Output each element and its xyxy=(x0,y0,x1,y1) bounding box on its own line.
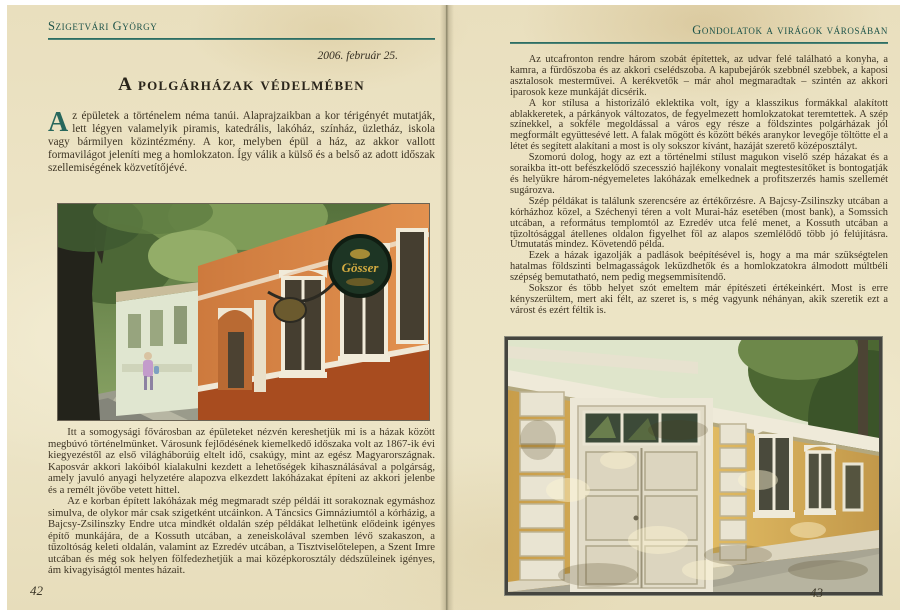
header-rule-right xyxy=(510,42,888,44)
page-number-right: 43 xyxy=(810,585,823,600)
left-page-body xyxy=(48,427,435,577)
dropcap-letter: A xyxy=(48,107,69,138)
paragraph-closing-plea: Sokszor és több helyet szót emeltem már építészeti értékeinkért. Most is erre kényszerültem, mert aki félt, az szeret is, s még vagyunk néhányan, akik szeretik ezt a várost és ezért féltik is. xyxy=(510,283,888,316)
paragraph-intro-text: z épületek a történelem néma tanúi. Alaprajzaikban a kor térigényét mutatják, lett légyen valamelyik piramis, katedrális, lakóház, színház, üzletház, iskola vagy bármilyen közintézmény. A kor, melyben épül a ház, az akkor vallott formavilágot jeleníti meg a homlokzaton. Így válik a külső és a belső az adott időszak szellemiségének közvetítőjévé. xyxy=(48,110,435,174)
street-photo-orange-house xyxy=(57,203,430,421)
facade-photo-illustration xyxy=(508,340,879,592)
page-number-left: 42 xyxy=(30,583,43,598)
page-gutter-line xyxy=(446,5,447,610)
page-gutter-shadow xyxy=(440,5,454,610)
header-rule-left xyxy=(48,38,435,40)
paragraph-kaposvar-history: Itt a somogysági fővárosban az épületeket nézvén kereshetjük mi is a házak között megbúvó történelmünket. Városunk fejlődésének kiemelkedő időszaka volt az 1867-ik évi kiegyezéstől az első világháborúig eltelt idő, csakúgy, mint az egész Magyarországnak. Kaposvár akkori lakóiból kialakulni kezdett a lehetőségek kihasználásával a polgárság, amely javuló anyagi helyzetére alapozva elkezdett lakóházakat építeni az akkori jelenbe és a remélt jövőbe vetett hittel. xyxy=(48,426,435,496)
paragraph-street-examples: Az e korban épített lakóházak még megmaradt szép példái itt sorakoznak egymáshoz simulva, de olykor már csak szigetként utcáinkon. A Táncsics Gimnáziumtól a kórházig, a Bajcsy-Zsilinszky Endre utca mindkét oldalán szép példákat lelhetünk elődeink igényes építő munkájára, de a Kossuth utcában, a zeneiskolával szemben lévő szakaszon, a tűzoltóság keleti oldalán, valamint az Ezredév utcában, a Tisztviselőtelepen, a Szent Imre utcában és még sok helyen fölfedezhetjük a mai középkorosztály dédszüleinek igényes, ám kivagyiságtól mentes házait. xyxy=(48,495,435,576)
gosser-sign xyxy=(330,236,390,296)
street-photo-illustration xyxy=(58,204,429,420)
paragraph-eclectic-style: A kor stílusa a historizáló eklektika volt, így a klasszikus formákkal alakított ablakkeretek, a párkányok változatos, de fegyelmezett homlokzatokat teremtettek. A szép színekkel, a sokféle megoldással a város egy része a földszintes polgárházak jól megformált együttesévé lett. A falak mögött és között békés aranykor levegője töltötte el a létet és segített alakítani a most is oly sokszor kívánt, hazáját szerető középosztályt. xyxy=(510,97,888,153)
running-header-author: Szigetvári György xyxy=(48,19,158,33)
facade-photo-yellow-house xyxy=(505,337,882,595)
running-header-section: Gondolatok a virágok városában xyxy=(692,23,888,37)
article-date: 2006. február 25. xyxy=(317,50,398,62)
paragraph-room-layout: Az utcafronton rendre három szobát építettek, az udvar felé található a konyha, a kamra, a fürdőszoba és az akkori cselédszoba. A kapubejárók szebbnél szebbek, a kaposi asztalosok mesterművei. A kerékvetők – már ahol megmaradtak – szintén az akkori iparosok keze munkáját dicsérik. xyxy=(510,54,888,98)
article-title: A polgárházak védelmében xyxy=(118,74,365,95)
right-page-body xyxy=(510,55,888,317)
paragraph-good-examples: Szép példákat is találunk szerencsére az értékőrzésre. A Bajcsy-Zsilinszky utcában a kórházhoz közel, a Széchenyi téren a volt Murai-ház esetében (most bank), a Somssich utcában, a református templomtól az Ezredév utca felé menet, a Kossuth utcában a tűzoltósággal átellenes oldalon figyelhet föl az alapos szemlélődő több jó felújításra. Útmutatás mindez. Követendő példa. xyxy=(510,195,888,251)
gosser-sign-label: Gösser xyxy=(341,260,379,275)
paragraph-demolition-worry: Szomorú dolog, hogy az ezt a történelmi stílust magukon viselő szép házakat és a soraikba itt-ott befészkelődő szecesszió hajlékony vonalait megtestesítőket is bontogatják és helyükre három-négyemeletes lakóházak emelkednek a profitszerzés hamis szellemét sugározva. xyxy=(510,152,888,196)
paragraph-intro xyxy=(48,107,435,175)
paragraph-attic-conversion: Ezek a házak igazolják a padlások beépítésével is, hogy a ma már szükségtelen hatalmas földszinti belmagasságok leküzdhetők és a homlokzatokra álmodott múltbéli szépség bemutatható, nem pedig megsemmisítendő. xyxy=(510,250,888,284)
